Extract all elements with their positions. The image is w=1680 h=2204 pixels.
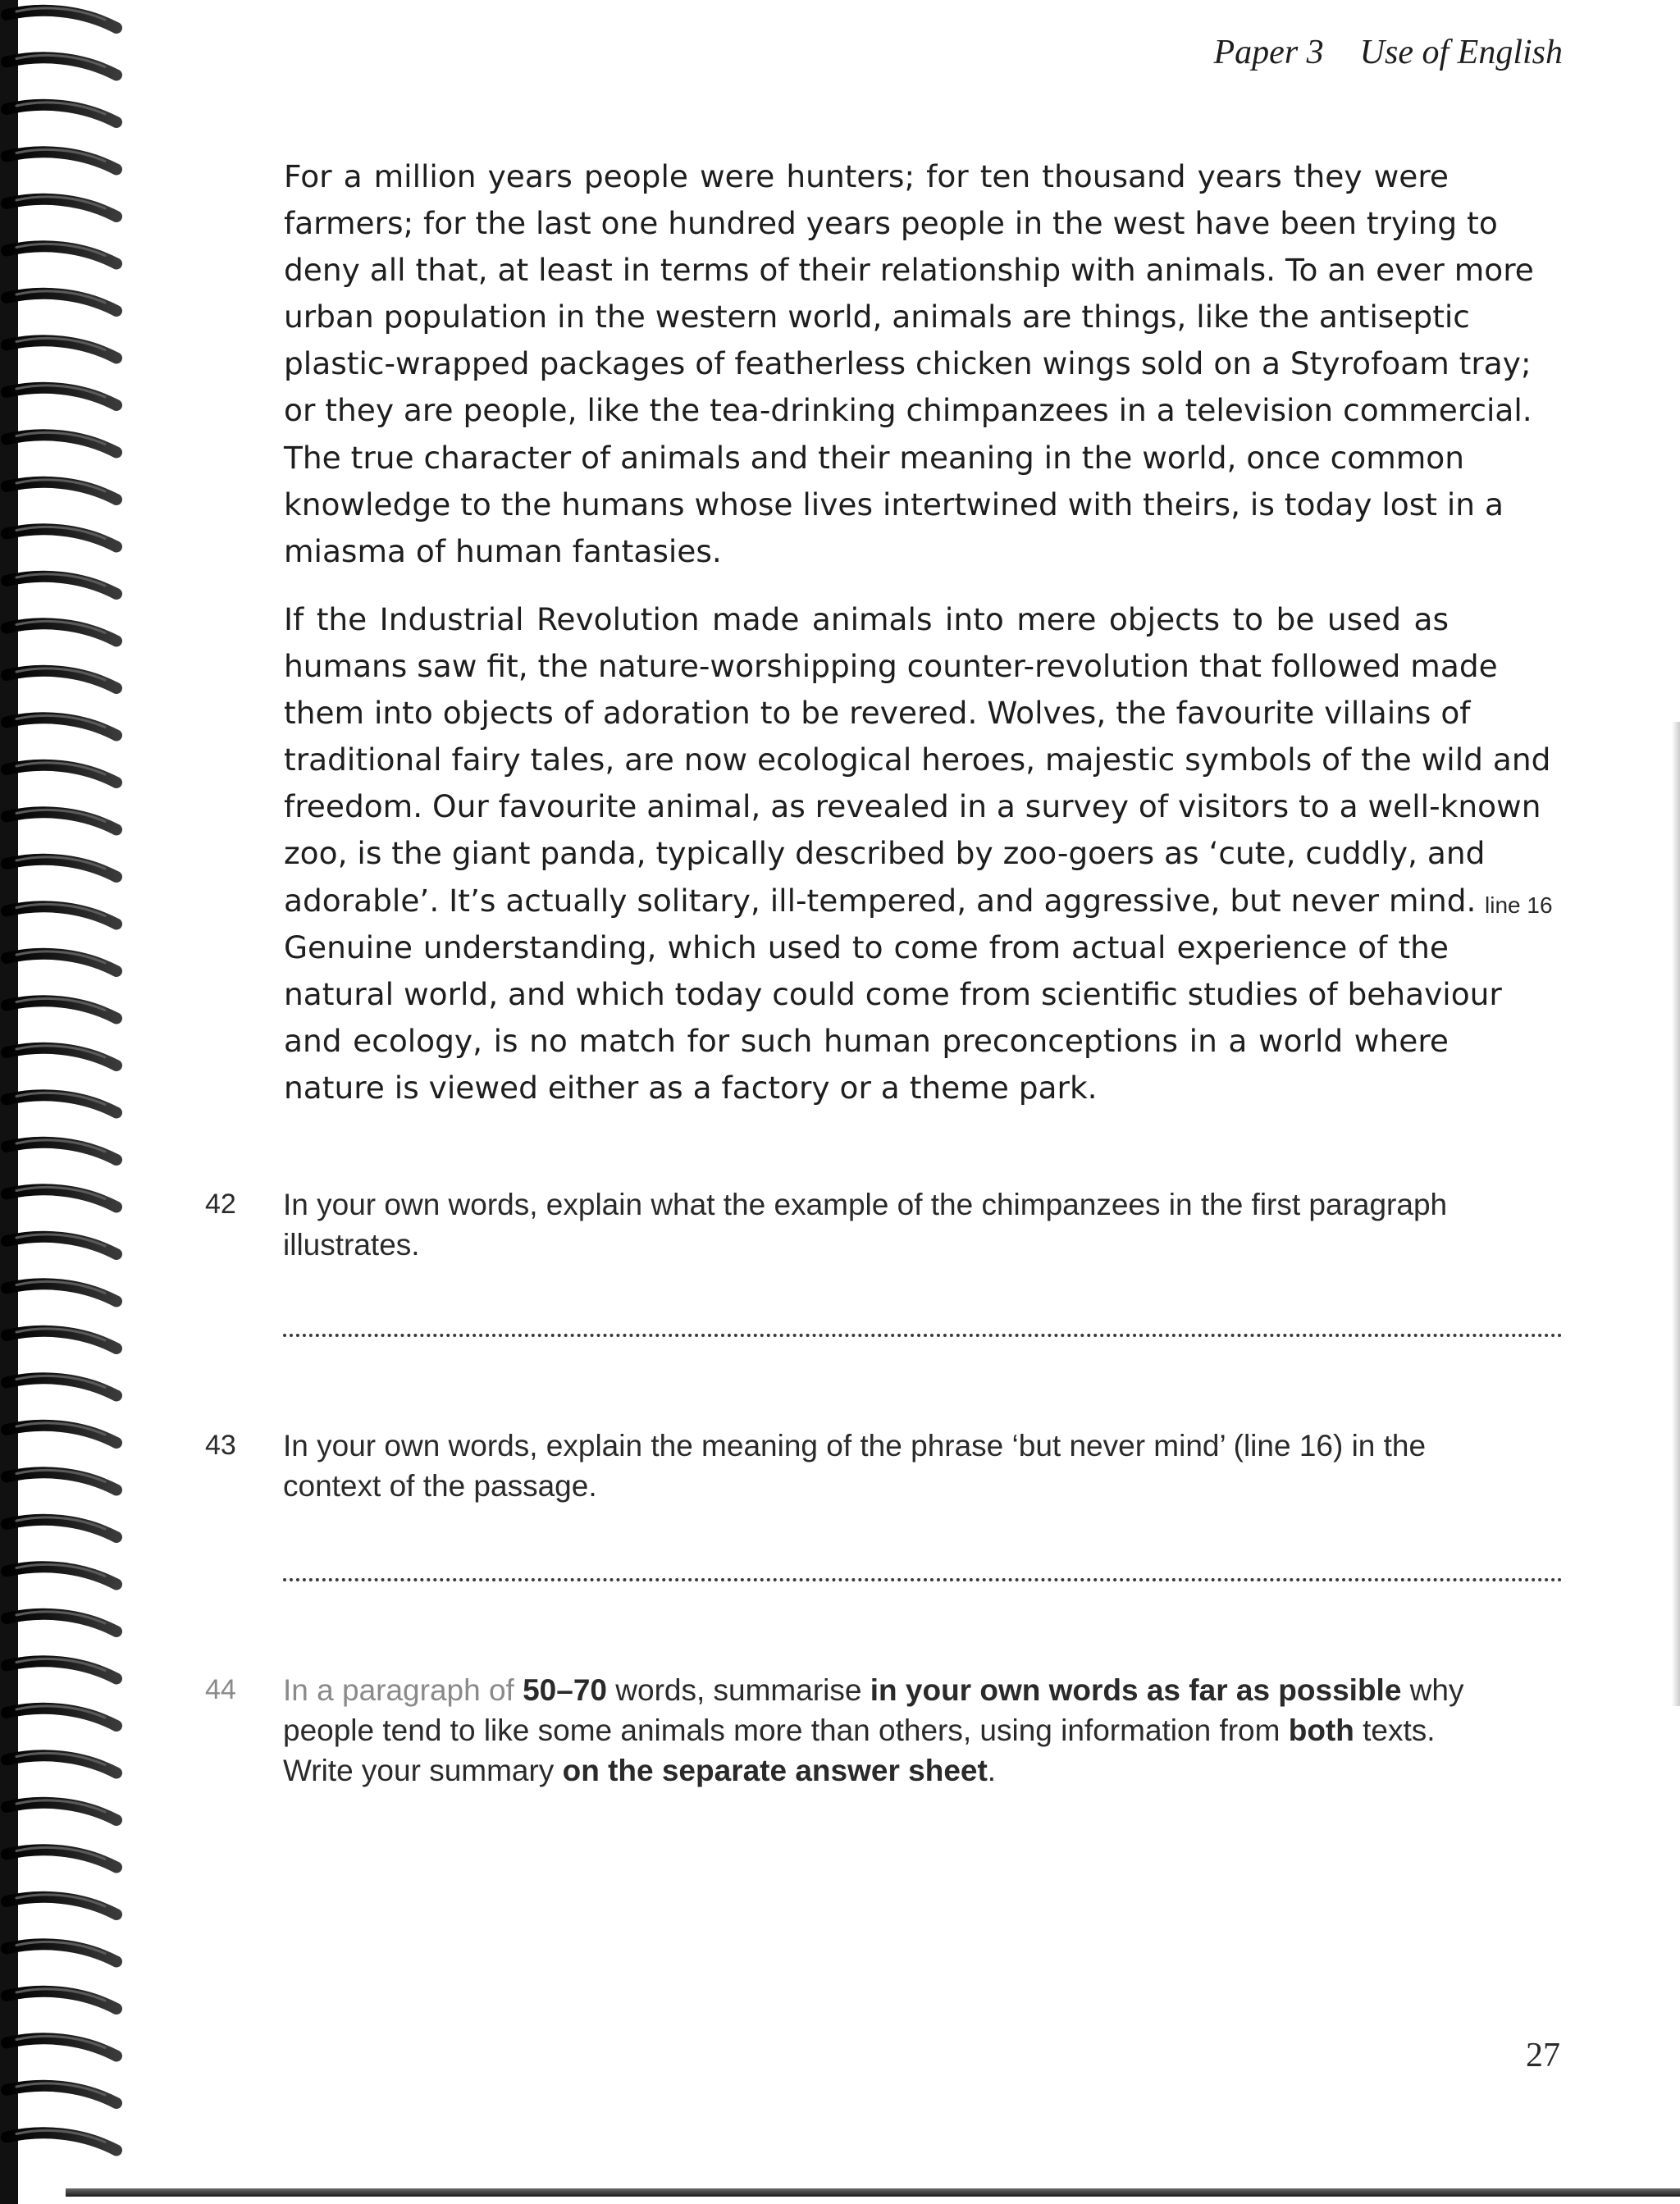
question-42 (205, 1184, 1509, 1265)
binding-coil (7, 623, 116, 641)
binding-coil (7, 1755, 116, 1773)
binding-coil (7, 340, 116, 358)
passage-line: miasma of human fantasies. (284, 532, 722, 569)
binding-coil (7, 812, 116, 829)
question-text (283, 1670, 1509, 1791)
passage-line: If the Industrial Revolution made animals into mere objects to be used as (284, 601, 1449, 637)
binding-coil (7, 954, 116, 971)
binding-coil (7, 1001, 116, 1018)
question-number: 43 (205, 1430, 236, 1461)
binding-coil (7, 1944, 116, 1961)
binding-coil (7, 2133, 116, 2150)
q44-part: words, summarise (607, 1673, 870, 1707)
question-text: In your own words, explain the meaning of the phrase ‘but never mind’ (line 16) in the context of the passage. (283, 1429, 1427, 1503)
binding-coil (7, 199, 116, 217)
answer-line-43[interactable] (283, 1578, 1563, 1581)
q44-emphasis: on the separate answer sheet (562, 1754, 988, 1787)
binding-coil (7, 482, 116, 500)
passage-line: traditional fairy tales, are now ecological heroes, majestic symbols of the wild and (284, 742, 1551, 778)
q44-emphasis: in your own words as far as possible (870, 1673, 1402, 1707)
passage-line: humans saw fit, the nature-worshipping counter-revolution that followed made (284, 648, 1498, 685)
spiral-binding (0, 0, 123, 2204)
binding-coil (7, 1709, 116, 1726)
passage-line: deny all that, at least in terms of their relationship with animals. To an ever more (284, 252, 1534, 289)
q44-part: . (987, 1754, 997, 1787)
binding-coil (7, 671, 116, 688)
binding-coil (7, 1143, 116, 1160)
question-43 (205, 1426, 1509, 1506)
binding-coil (7, 1189, 116, 1207)
binding-coil (7, 105, 116, 122)
binding-coil (7, 57, 116, 75)
binding-coil (7, 1095, 116, 1112)
q44-part: In a paragraph of (283, 1673, 523, 1707)
page-number: 27 (1526, 2037, 1560, 2074)
q44-emphasis: both (1288, 1713, 1354, 1747)
binding-coil (7, 1237, 116, 1254)
binding-coil (7, 2038, 116, 2056)
binding-coil (7, 1614, 116, 1631)
passage-line: knowledge to the humans whose lives intertwined with theirs, is today lost in a (284, 486, 1504, 522)
binding-coil (7, 1472, 116, 1490)
q44-part: why people tend to like some animals more than others, using information from (283, 1673, 1464, 1747)
passage-line: The true character of animals and their meaning in the world, once common (284, 439, 1464, 476)
binding-coil (7, 1850, 116, 1867)
passage-line: zoo, is the giant panda, typically described by zoo-goers as ‘cute, cuddly, and (284, 835, 1486, 872)
binding-coil (7, 765, 116, 783)
binding-coil (7, 1331, 116, 1348)
passage-line: For a million years people were hunters; for ten thousand years they were (284, 158, 1449, 194)
passage-line: natural world, and which today could come from scientific studies of behaviour (284, 975, 1502, 1012)
binding-coil (7, 860, 116, 877)
passage-line: plastic-wrapped packages of featherless chicken wings sold on a Styrofoam tray; (284, 345, 1532, 382)
binding-coil (7, 246, 116, 263)
passage-paragraph-1 (284, 153, 1534, 575)
passage-line: Genuine understanding, which used to come from actual experience of the (284, 929, 1449, 965)
q44-word-count: 50–70 (523, 1673, 607, 1707)
binding-coil (7, 1803, 116, 1820)
passage-line: nature is viewed either as a factory or a theme park. (284, 1069, 1098, 1106)
binding-coil (7, 1897, 116, 1914)
passage-line: freedom. Our favourite animal, as revealed in a survey of visitors to a well-known (284, 788, 1541, 825)
binding-coil (7, 1378, 116, 1395)
binding-coil (7, 11, 116, 28)
binding-coil (7, 906, 116, 924)
binding-coil (7, 1284, 116, 1301)
page-header (1214, 33, 1563, 72)
binding-coil (7, 577, 116, 594)
page-bottom-edge (66, 2188, 1680, 2197)
binding-coil (7, 1992, 116, 2009)
page-curl-shadow (1672, 722, 1680, 1706)
question-44 (205, 1670, 1509, 1791)
binding-coil (7, 152, 116, 169)
binding-coil (7, 1567, 116, 1584)
answer-line-42[interactable] (283, 1334, 1563, 1337)
passage-line: adorable’. It’s actually solitary, ill-tempered, and aggressive, but never mind. (284, 882, 1477, 919)
line-16-marker: line 16 (1485, 892, 1553, 918)
binding-coil (7, 1048, 116, 1065)
question-number: 42 (205, 1189, 236, 1220)
header-paper: Paper 3 (1213, 34, 1324, 71)
passage-line: them into objects of adoration to be revered. Wolves, the favourite villains of (284, 695, 1471, 732)
binding-coil (7, 435, 116, 452)
q44-part: texts. Write your summary (283, 1713, 1436, 1787)
header-section: Use of English (1359, 34, 1563, 71)
binding-coil (7, 294, 116, 311)
passage-line: urban population in the western world, animals are things, like the antiseptic (284, 299, 1470, 335)
question-number: 44 (205, 1674, 236, 1705)
passage-line: or they are people, like the tea-drinking chimpanzees in a television commercial. (284, 392, 1532, 429)
passage-line: and ecology, is no match for such human preconceptions in a world where (284, 1022, 1449, 1059)
binding-coil (7, 1661, 116, 1678)
question-text: In your own words, explain what the example of the chimpanzees in the first paragraph illustrates. (283, 1188, 1448, 1262)
binding-coil (7, 2086, 116, 2103)
binding-coil (7, 388, 116, 405)
binding-coil (7, 529, 116, 546)
binding-coil (7, 1426, 116, 1443)
binding-coil (7, 718, 116, 735)
binding-coil (7, 1520, 116, 1537)
passage-line: farmers; for the last one hundred years people in the west have been trying to (284, 205, 1498, 242)
